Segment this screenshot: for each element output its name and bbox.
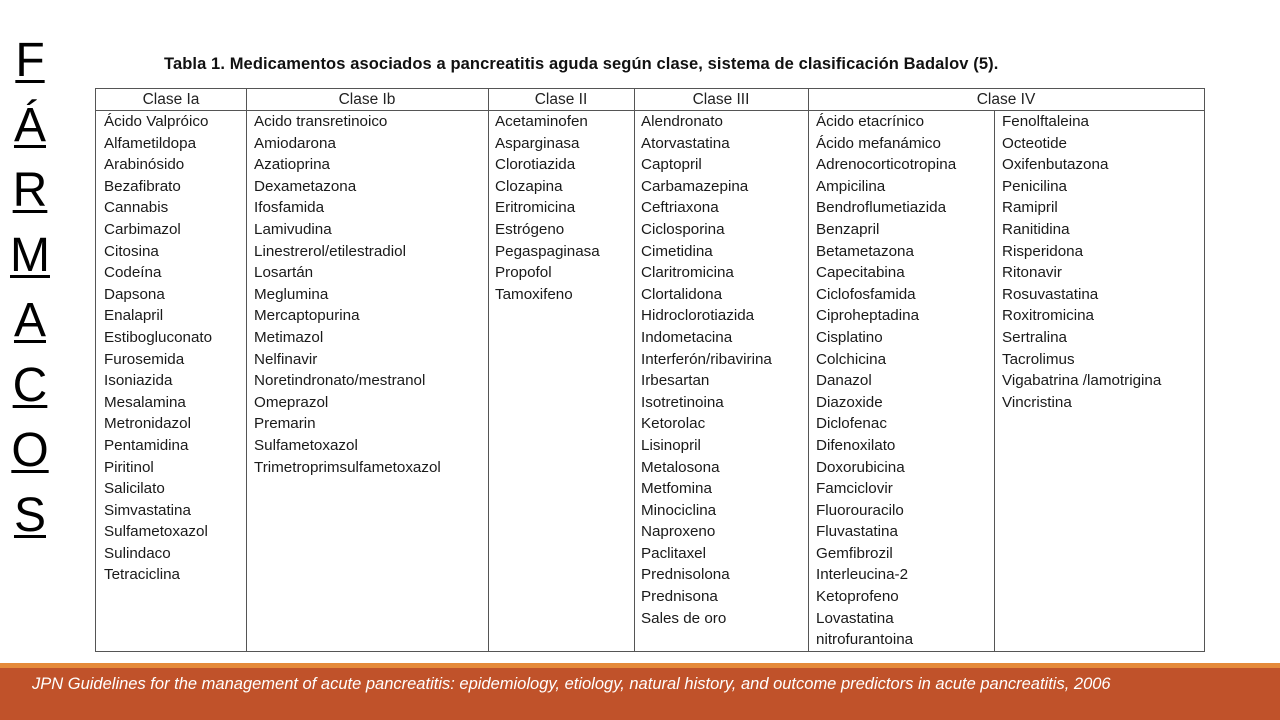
drug-item: Sulfametoxazol bbox=[104, 523, 208, 541]
drug-item: Tamoxifeno bbox=[495, 285, 573, 303]
header-clase-ib: Clase Ib bbox=[338, 91, 396, 108]
drug-item: Salicilato bbox=[104, 480, 165, 498]
drug-item: Indometacina bbox=[641, 328, 733, 346]
drug-item: Sulindaco bbox=[104, 544, 171, 562]
drug-item: Paclitaxel bbox=[641, 544, 706, 562]
list-clase-ia bbox=[104, 111, 212, 586]
list-clase-iv-b bbox=[1002, 111, 1161, 413]
drug-item: Dexametazona bbox=[254, 177, 357, 195]
drug-item: Enalapril bbox=[104, 307, 164, 325]
drug-item: Doxorubicina bbox=[816, 458, 905, 476]
drug-item: Bendroflumetiazida bbox=[816, 199, 947, 217]
drug-item: Capecitabina bbox=[816, 264, 905, 282]
drug-item: Danazol bbox=[816, 372, 872, 390]
drug-item: Metimazol bbox=[254, 328, 324, 346]
header-clase-iii: Clase III bbox=[692, 91, 750, 108]
drug-item: Penicilina bbox=[1002, 177, 1068, 195]
drug-item: Arabinósido bbox=[104, 156, 185, 174]
drug-item: Prednisona bbox=[641, 588, 718, 606]
drug-item: Gemfibrozil bbox=[816, 544, 893, 562]
drug-item: Carbamazepina bbox=[641, 177, 749, 195]
drug-item: Vincristina bbox=[1002, 393, 1072, 411]
drug-item: Ceftriaxona bbox=[641, 199, 719, 217]
drug-item: nitrofurantoina bbox=[816, 631, 914, 649]
drug-item: Isoniazida bbox=[104, 372, 173, 390]
drug-item: Mesalamina bbox=[104, 393, 186, 411]
drug-item: Meglumina bbox=[254, 285, 329, 303]
header-clase-iv: Clase IV bbox=[976, 91, 1036, 108]
drug-item: Clozapina bbox=[495, 177, 563, 195]
drug-item: Ramipril bbox=[1002, 199, 1058, 217]
drug-classification-table bbox=[95, 88, 1205, 652]
drug-item: Nelfinavir bbox=[254, 350, 318, 368]
drug-item: Losartán bbox=[254, 264, 314, 282]
drug-item: Fluvastatina bbox=[816, 523, 898, 541]
drug-item: Amiodarona bbox=[254, 134, 336, 152]
column-divider bbox=[634, 89, 635, 651]
drug-item: Isotretinoina bbox=[641, 393, 724, 411]
drug-item: Piritinol bbox=[104, 458, 154, 476]
drug-item: Acido transretinoico bbox=[254, 113, 388, 130]
drug-item: Sulfametoxazol bbox=[254, 436, 358, 454]
drug-item: Simvastatina bbox=[104, 501, 191, 519]
drug-item: Linestrerol/etilestradiol bbox=[254, 242, 406, 260]
drug-item: Ritonavir bbox=[1002, 264, 1062, 282]
drug-item: Metalosona bbox=[641, 458, 720, 476]
drug-item: Azatioprina bbox=[254, 156, 330, 174]
drug-item: Sales de oro bbox=[641, 609, 727, 627]
drug-item: Prednisolona bbox=[641, 566, 730, 584]
column-divider bbox=[488, 89, 489, 651]
drug-item: Minociclina bbox=[641, 501, 717, 519]
list-clase-ib bbox=[254, 111, 441, 478]
drug-item: Famciclovir bbox=[816, 480, 893, 498]
list-clase-iv-a bbox=[816, 111, 956, 651]
table-header-row bbox=[96, 89, 1204, 111]
drug-item: Asparginasa bbox=[495, 134, 580, 152]
drug-item: Captopril bbox=[641, 156, 702, 174]
drug-item: Lisinopril bbox=[641, 436, 701, 454]
drug-item: Ketorolac bbox=[641, 415, 706, 433]
drug-item: Cimetidina bbox=[641, 242, 713, 260]
title-letter: M bbox=[10, 229, 50, 282]
table-title: Tabla 1. Medicamentos asociados a pancreatitis aguda según clase, sistema de clasificación Badalov (5). bbox=[164, 55, 999, 73]
drug-item: Ciclofosfamida bbox=[816, 285, 916, 303]
title-letter: C bbox=[12, 359, 48, 412]
vertical-title bbox=[8, 28, 52, 548]
title-letter: A bbox=[13, 294, 46, 347]
drug-item: Benzapril bbox=[816, 220, 880, 238]
title-letter: Á bbox=[13, 99, 46, 152]
drug-item: Difenoxilato bbox=[816, 436, 896, 454]
drug-item: Hidroclorotiazida bbox=[641, 307, 755, 325]
drug-item: Adrenocorticotropina bbox=[816, 156, 957, 174]
drug-item: Betametazona bbox=[816, 242, 914, 260]
drug-item: Tacrolimus bbox=[1002, 350, 1075, 368]
column-divider bbox=[994, 111, 995, 651]
drug-item: Ampicilina bbox=[816, 177, 886, 195]
drug-item: Furosemida bbox=[104, 350, 185, 368]
drug-item: Clortalidona bbox=[641, 285, 723, 303]
drug-item: Ácido mefanámico bbox=[816, 134, 941, 152]
drug-item: Colchicina bbox=[816, 350, 887, 368]
drug-item: Ciproheptadina bbox=[816, 307, 920, 325]
drug-item: Interleucina-2 bbox=[816, 566, 909, 584]
drug-item: Irbesartan bbox=[641, 372, 710, 390]
drug-item: Carbimazol bbox=[104, 220, 181, 238]
footer-citation: JPN Guidelines for the management of acute pancreatitis: epidemiology, etiology, natural history, and outcome predictors in acute pancreatitis, 2006 bbox=[32, 675, 1111, 693]
drug-item: Naproxeno bbox=[641, 523, 716, 541]
drug-item: Lovastatina bbox=[816, 609, 894, 627]
column-divider bbox=[808, 89, 809, 651]
drug-item: Cannabis bbox=[104, 199, 169, 217]
drug-item: Pentamidina bbox=[104, 436, 189, 454]
drug-item: Sertralina bbox=[1002, 328, 1067, 346]
drug-item: Codeína bbox=[104, 264, 162, 282]
drug-item: Ketoprofeno bbox=[816, 588, 899, 606]
drug-item: Diclofenac bbox=[816, 415, 887, 433]
drug-item: Cisplatino bbox=[816, 328, 883, 346]
drug-item: Risperidona bbox=[1002, 242, 1084, 260]
drug-item: Fenolftaleina bbox=[1002, 113, 1089, 130]
drug-item: Rosuvastatina bbox=[1002, 285, 1099, 303]
drug-item: Citosina bbox=[104, 242, 159, 260]
title-letter: R bbox=[12, 164, 48, 217]
drug-item: Dapsona bbox=[104, 285, 165, 303]
drug-item: Estibogluconato bbox=[104, 328, 213, 346]
list-clase-ii bbox=[495, 111, 600, 305]
drug-item: Oxifenbutazona bbox=[1002, 156, 1109, 174]
drug-item: Metfomina bbox=[641, 480, 712, 498]
drug-item: Atorvastatina bbox=[641, 134, 730, 152]
drug-item: Claritromicina bbox=[641, 264, 734, 282]
drug-item: Bezafibrato bbox=[104, 177, 181, 195]
drug-item: Ranitidina bbox=[1002, 220, 1070, 238]
column-divider bbox=[246, 89, 247, 651]
drug-item: Ácido Valpróico bbox=[104, 113, 209, 130]
drug-item: Roxitromicina bbox=[1002, 307, 1094, 325]
drug-item: Alfametildopa bbox=[104, 134, 197, 152]
drug-item: Pegaspaginasa bbox=[495, 242, 600, 260]
drug-item: Clorotiazida bbox=[495, 156, 576, 174]
header-clase-ii: Clase II bbox=[534, 91, 588, 108]
drug-item: Premarin bbox=[254, 415, 316, 433]
drug-item: Estrógeno bbox=[495, 220, 565, 238]
header-clase-ia: Clase Ia bbox=[142, 91, 200, 108]
drug-item: Interferón/ribavirina bbox=[641, 350, 772, 368]
drug-item: Tetraciclina bbox=[104, 566, 180, 584]
drug-item: Metronidazol bbox=[104, 415, 191, 433]
list-clase-iii bbox=[641, 111, 772, 629]
title-letter: S bbox=[13, 489, 46, 542]
drug-item: Octeotide bbox=[1002, 134, 1068, 152]
drug-item: Vigabatrina /lamotrigina bbox=[1002, 372, 1162, 390]
drug-item: Fluorouracilo bbox=[816, 501, 904, 519]
drug-item: Diazoxide bbox=[816, 393, 883, 411]
drug-item: Ácido etacrínico bbox=[816, 113, 925, 130]
drug-item: Ifosfamida bbox=[254, 199, 325, 217]
drug-item: Alendronato bbox=[641, 113, 723, 130]
title-letter: F bbox=[15, 34, 45, 87]
drug-item: Eritromicina bbox=[495, 199, 576, 217]
drug-item: Omeprazol bbox=[254, 393, 329, 411]
drug-item: Mercaptopurina bbox=[254, 307, 360, 325]
drug-item: Acetaminofen bbox=[495, 113, 588, 130]
drug-item: Propofol bbox=[495, 264, 552, 282]
drug-item: Ciclosporina bbox=[641, 220, 725, 238]
title-letter: O bbox=[11, 424, 49, 477]
drug-item: Trimetroprimsulfametoxazol bbox=[254, 458, 441, 476]
drug-item: Noretindronato/mestranol bbox=[254, 372, 426, 390]
drug-item: Lamivudina bbox=[254, 220, 332, 238]
